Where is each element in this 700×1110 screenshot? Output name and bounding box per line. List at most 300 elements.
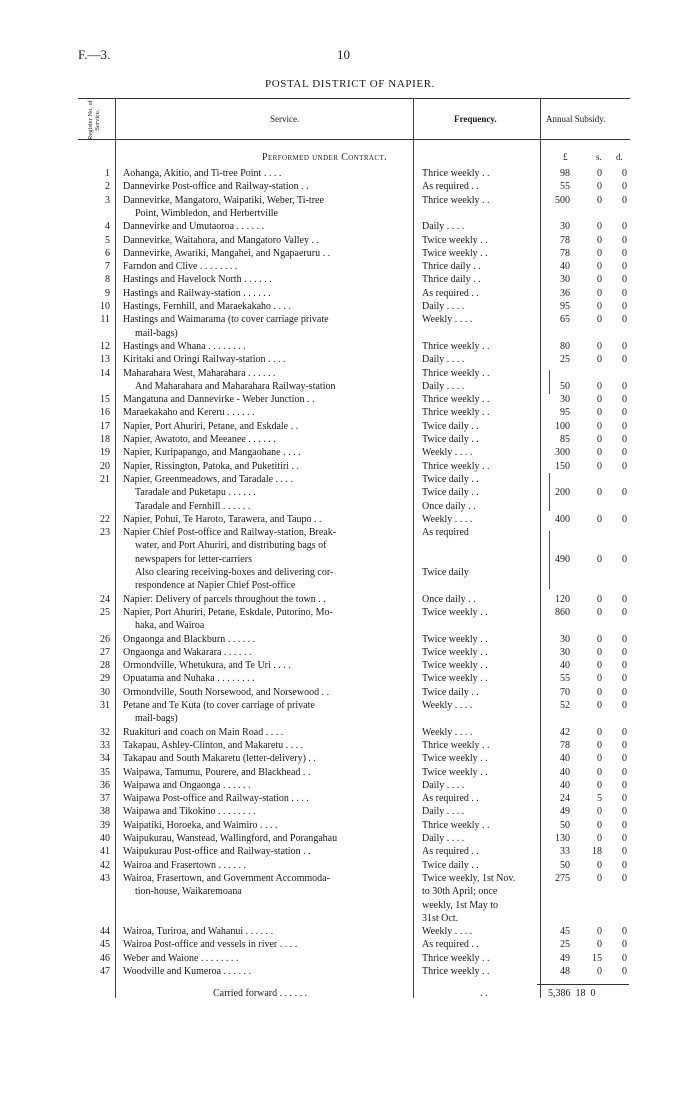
register-number: 8 [105,274,110,286]
column-header-frequency: Frequency. [454,114,497,124]
register-number: 19 [100,447,110,459]
shillings-cell: 0 [597,513,602,525]
register-number: 18 [100,434,110,445]
pence-cell: 0 [622,221,627,233]
service-description: Wairoa, Frasertown, and Government Accommoda- [123,872,330,884]
service-description: Weber and Waione . . . . . . . . [123,952,239,964]
service-description: Ongaonga and Wakarara . . . . . . [123,646,252,658]
register-number: 45 [100,939,110,951]
table-row [0,207,700,221]
table-row [0,486,700,500]
pounds-cell: 40 [560,660,570,672]
pence-cell: 0 [622,806,627,818]
service-description: water, and Port Ahuriri, and distributing bags of [135,540,327,552]
shillings-cell: 0 [597,633,602,645]
pence-cell: 0 [622,181,627,193]
service-description: Taradale and Puketapu . . . . . . [135,487,256,499]
service-description: Napier, Rissington, Patoka, and Puketitiri . . [123,460,299,472]
pence-cell: 0 [622,234,627,246]
frequency-cell: Twice daily . . [422,420,479,432]
service-description: Waipukurau Post-office and Railway-station . . [123,846,311,858]
frequency-cell: Thrice daily . . [422,274,481,286]
pounds-cell: 490 [555,553,570,565]
pence-cell: 0 [622,553,627,565]
table-row [0,180,700,194]
service-description: Hastings and Waimarama (to cover carriage private [123,314,329,326]
register-number: 7 [105,261,110,273]
table-row [0,805,700,819]
frequency-cell: Once daily . . [422,500,476,512]
pounds-header: £ [563,152,568,162]
shillings-cell: 0 [597,726,602,738]
frequency-cell: Daily . . . . [422,380,465,392]
pounds-cell: 30 [560,633,570,645]
frequency-cell: As required . . [422,846,479,858]
pence-cell: 0 [622,434,627,445]
table-row [0,194,700,208]
service-description: Waipawa Post-office and Railway-station . . . . [123,793,309,805]
pounds-cell: 130 [555,833,570,844]
register-number: 11 [100,314,110,326]
frequency-cell: Twice weekly . . [422,247,488,259]
pence-cell: 0 [622,952,627,964]
frequency-cell: Twice daily . . [422,686,479,698]
frequency-cell: Weekly . . . . [422,513,473,525]
pence-cell: 0 [622,487,627,499]
register-number: 31 [100,700,110,711]
pence-cell: 0 [622,593,627,605]
frequency-cell: As required . . [422,793,479,805]
frequency-cell: Thrice weekly . . [422,739,490,751]
service-description: Hastings, Fernhill, and Maraekakaho . . . . [123,301,292,312]
table-row [0,220,700,234]
table-row [0,460,700,474]
shillings-cell: 0 [597,301,602,312]
service-description: Wairoa Post-office and vessels in river . . . . [123,939,298,951]
pounds-cell: 30 [560,221,570,233]
pence-cell: 0 [622,939,627,951]
pence-cell: 0 [622,287,627,299]
shillings-cell: 0 [597,673,602,685]
service-description: haka, and Wairoa [135,620,205,632]
pence-cell: 0 [622,513,627,525]
table-row [0,380,700,394]
shillings-cell: 0 [597,380,602,392]
table-row [0,859,700,873]
shillings-cell: 0 [597,247,602,259]
register-number: 14 [100,367,110,379]
service-description: Dannevirke and Umutaoroa . . . . . . [123,221,265,233]
frequency-cell: Thrice weekly . . [422,340,490,352]
service-description: Kiritaki and Oringi Railway-station . . . . [123,354,286,366]
table-row [0,420,700,434]
register-number: 34 [100,753,110,765]
register-number: 27 [100,646,110,658]
register-number: 5 [105,234,110,246]
register-number: 15 [100,394,110,406]
shillings-cell: 0 [597,447,602,459]
service-description: Dannevirke, Mangatoro, Waipatiki, Weber, Ti-tree [123,194,324,206]
frequency-cell: Twice weekly . . [422,766,488,778]
page-number: 10 [337,47,350,62]
register-number: 4 [105,221,110,233]
register-number: 30 [100,686,110,698]
register-number: 3 [105,194,110,206]
service-description: Maraekakaho and Kereru . . . . . . [123,407,255,419]
pounds-cell: 200 [555,487,570,499]
shillings-cell: 0 [597,806,602,818]
register-number: 10 [100,301,110,312]
register-number: 33 [100,739,110,751]
frequency-cell: Twice daily . . [422,487,479,499]
register-number: 16 [100,407,110,419]
frequency-cell: Daily . . . . [422,779,465,791]
shillings-cell: 0 [597,354,602,366]
shillings-cell: 0 [597,819,602,831]
shillings-cell: 0 [597,420,602,432]
service-description: Ormondville, South Norsewood, and Norsewood . . [123,686,330,698]
frequency-cell: As required [422,527,469,539]
service-description: Taradale and Fernhill . . . . . . [135,500,251,512]
register-number: 43 [100,872,110,884]
service-description: Farndon and Clive . . . . . . . . [123,261,238,273]
pounds-cell: 50 [560,380,570,392]
frequency-cell: Thrice weekly . . [422,460,490,472]
register-number: 13 [100,354,110,366]
table-row [0,526,700,540]
table-row [0,779,700,793]
table-row [0,593,700,607]
pence-cell: 0 [622,354,627,366]
table-row [0,686,700,700]
pounds-cell: 36 [560,287,570,299]
pence-cell: 0 [622,966,627,977]
pounds-cell: 25 [560,939,570,951]
table-row [0,646,700,660]
shillings-cell: 0 [597,221,602,233]
pounds-cell: 95 [560,301,570,312]
service-description: Maharahara West, Maharahara . . . . . . [123,367,276,379]
service-description: Hastings and Whana . . . . . . . . [123,340,246,352]
shillings-cell: 0 [597,660,602,672]
register-number: 12 [100,340,110,352]
register-number: 46 [100,952,110,964]
service-description: Hastings and Havelock North . . . . . . [123,274,272,286]
service-description: Dannevirke Post-office and Railway-station . . [123,181,309,193]
frequency-cell: Weekly . . . . [422,447,473,459]
table-row [0,367,700,381]
shillings-cell: 0 [597,872,602,884]
service-description: Mangatuna and Dannevirke - Weber Junction . . [123,394,315,406]
pounds-cell: 400 [555,513,570,525]
page-reference: F.—3. [78,47,111,62]
shillings-cell: 15 [592,952,602,964]
table-row [0,845,700,859]
pounds-cell: 30 [560,274,570,286]
shillings-cell: 0 [597,168,602,179]
table-row [0,699,700,713]
table-row [0,672,700,686]
table-row [0,260,700,274]
table-row [0,819,700,833]
service-description: Opuatama and Nuhaka . . . . . . . . [123,673,255,685]
pence-cell: 0 [622,700,627,711]
frequency-cell: weekly, 1st May to [422,899,499,911]
service-description: Takapau, Ashley-Clinton, and Makaretu . . . . [123,739,304,751]
service-description: Waipawa and Tikokino . . . . . . . . [123,806,256,818]
shillings-cell: 0 [597,739,602,751]
pence-header: d. [616,152,623,162]
frequency-cell: Twice weekly . . [422,646,488,658]
table-row [0,899,700,913]
service-description: Napier, Port Ahuriri, Petane, Eskdale, Putorino, Mo- [123,606,333,618]
service-description: mail-bags) [135,713,178,725]
pence-cell: 0 [622,274,627,286]
service-description: Aohanga, Akitio, and Ti-tree Point . . . . [123,168,282,179]
pounds-cell: 40 [560,261,570,273]
shillings-cell: 0 [597,460,602,472]
service-description: Woodville and Kumeroa . . . . . . [123,966,252,977]
table-row [0,393,700,407]
shillings-cell: 0 [597,753,602,765]
frequency-cell: to 30th April; once [422,886,498,898]
register-number: 38 [100,806,110,818]
table-row [0,300,700,314]
table-row [0,553,700,567]
shillings-cell: 0 [597,779,602,791]
service-description: Napier, Pohui, Te Haroto, Tarawera, and Taupo . . [123,513,322,525]
service-description: Point, Wimbledon, and Herbertville [135,207,278,219]
pence-cell: 0 [622,872,627,884]
table-row [0,473,700,487]
shillings-cell: 0 [597,926,602,938]
service-description: mail-bags) [135,327,178,339]
shillings-cell: 0 [597,833,602,844]
pence-cell: 0 [622,673,627,685]
shillings-cell: 0 [597,261,602,273]
shillings-cell: 0 [597,407,602,419]
frequency-cell: Twice daily . . [422,473,479,485]
service-description: respondence at Napier Chief Post-office [135,580,296,592]
shillings-cell: 18 [592,846,602,858]
shillings-cell: 0 [597,686,602,698]
pounds-cell: 50 [560,859,570,871]
table-row [0,606,700,620]
pence-cell: 0 [622,314,627,326]
shillings-cell: 0 [597,340,602,352]
frequency-cell: Twice daily . . [422,434,479,445]
shillings-cell: 0 [597,314,602,326]
register-number: 26 [100,633,110,645]
page-title: POSTAL DISTRICT OF NAPIER. [265,78,435,90]
frequency-cell: Weekly . . . . [422,314,473,326]
service-description: Wairoa, Turiroa, and Wahanui . . . . . . [123,926,274,938]
register-number: 41 [100,846,110,858]
frequency-cell: Twice weekly . . [422,673,488,685]
pence-cell: 0 [622,846,627,858]
frequency-cell: Once daily . . [422,593,476,605]
pence-cell: 0 [622,261,627,273]
bracket [549,370,550,394]
frequency-cell: Weekly . . . . [422,726,473,738]
table-row [0,752,700,766]
service-description: Waipawa, Tamumu, Pourere, and Blackhead . . [123,766,311,778]
column-header-service: Service. [270,114,300,124]
table-row [0,167,700,181]
register-number: 42 [100,859,110,871]
register-number: 25 [100,606,110,618]
pence-cell: 0 [622,726,627,738]
pence-cell: 0 [622,833,627,844]
register-number: 28 [100,660,110,672]
pounds-cell: 30 [560,646,570,658]
table-row [0,446,700,460]
pounds-cell: 40 [560,766,570,778]
pence-cell: 0 [622,859,627,871]
pence-cell: 0 [622,633,627,645]
table-row [0,872,700,886]
shillings-cell: 0 [597,859,602,871]
bracket [549,473,550,511]
frequency-cell: Weekly . . . . [422,700,473,711]
pence-cell: 0 [622,420,627,432]
table-row [0,792,700,806]
service-description: Takapau and South Makaretu (letter-delivery) . . [123,753,316,765]
frequency-cell: 31st Oct. [422,912,459,924]
table-row [0,633,700,647]
total-rule [537,984,629,985]
frequency-cell: Weekly . . . . [422,926,473,938]
table-row [0,500,700,514]
pence-cell: 0 [622,394,627,406]
pence-cell: 0 [622,340,627,352]
frequency-cell: Twice weekly . . [422,234,488,246]
service-description: tion-house, Waikaremoana [135,886,242,898]
service-description: And Maharahara and Maharahara Railway-station [135,380,336,392]
table-row [0,726,700,740]
table-row [0,925,700,939]
pounds-cell: 45 [560,926,570,938]
column-header-subsidy: Annual Subsidy. [546,114,606,124]
pounds-cell: 40 [560,753,570,765]
pence-cell: 0 [622,194,627,206]
pounds-cell: 25 [560,354,570,366]
service-description: newspapers for letter-carriers [135,553,252,565]
shillings-cell: 0 [597,646,602,658]
pounds-cell: 860 [555,606,570,618]
table-row [0,406,700,420]
carried-forward-dots: . . [480,988,488,999]
table-row [0,287,700,301]
table-header [78,98,630,140]
register-number: 37 [100,793,110,805]
carried-forward-label: Carried forward . . . . . . [213,988,308,999]
pence-cell: 0 [622,926,627,938]
pounds-cell: 65 [560,314,570,326]
table-row [0,433,700,447]
service-description: Hastings and Railway-station . . . . . . [123,287,271,299]
frequency-cell: Twice daily . . [422,859,479,871]
pounds-cell: 24 [560,793,570,805]
service-description: Napier Chief Post-office and Railway-station, Break- [123,527,337,539]
service-description: Waipawa and Ongaonga . . . . . . [123,779,251,791]
shillings-cell: 0 [597,606,602,618]
pounds-cell: 78 [560,234,570,246]
service-description: Ongaonga and Blackburn . . . . . . [123,633,256,645]
pounds-cell: 500 [555,194,570,206]
table-row [0,566,700,580]
shillings-cell: 0 [597,274,602,286]
pence-cell: 0 [622,460,627,472]
register-number: 20 [100,460,110,472]
shillings-cell: 0 [597,194,602,206]
service-description: Dannevirke, Waitahora, and Mangatoro Valley . . [123,234,319,246]
table-row [0,539,700,553]
pounds-cell: 55 [560,673,570,685]
table-row [0,247,700,261]
pounds-cell: 49 [560,806,570,818]
pounds-cell: 50 [560,819,570,831]
frequency-cell: Twice weekly . . [422,606,488,618]
pence-cell: 0 [622,753,627,765]
service-description: Napier, Greenmeadows, and Taradale . . . . [123,473,294,485]
service-description: Waipukurau, Wanstead, Wallingford, and Porangahau [123,833,338,844]
pence-cell: 0 [622,301,627,312]
frequency-cell: Thrice weekly . . [422,168,490,179]
table-row [0,579,700,593]
service-description: Napier, Kuripapango, and Mangaohane . . . . [123,447,301,459]
table-row [0,739,700,753]
shillings-header: s. [596,152,602,162]
shillings-cell: 0 [597,939,602,951]
register-number: 36 [100,779,110,791]
pounds-cell: 48 [560,966,570,977]
frequency-cell: Twice weekly . . [422,633,488,645]
carried-forward-total: 5,386 18 0 [548,988,596,999]
service-description: Napier, Awatoto, and Meeanee . . . . . . [123,434,276,445]
register-number: 40 [100,833,110,844]
service-description: Petane and Te Kuta (to cover carriage of private [123,700,315,711]
pounds-cell: 100 [555,420,570,432]
table-row [0,619,700,633]
pounds-cell: 40 [560,779,570,791]
frequency-cell: Daily . . . . [422,354,465,366]
frequency-cell: Thrice weekly . . [422,952,490,964]
pounds-cell: 85 [560,434,570,445]
shillings-cell: 0 [597,181,602,193]
table-row [0,912,700,926]
frequency-cell: As required . . [422,181,479,193]
service-description: Ormondville, Whetukura, and Te Uri . . . . [123,660,291,672]
table-row [0,766,700,780]
table-row [0,659,700,673]
shillings-cell: 0 [597,287,602,299]
shillings-cell: 0 [597,966,602,977]
table-row [0,313,700,327]
frequency-cell: Thrice daily . . [422,261,481,273]
pence-cell: 0 [622,739,627,751]
frequency-cell: Twice weekly . . [422,753,488,765]
pence-cell: 0 [622,606,627,618]
register-number: 1 [105,168,110,179]
table-row [0,234,700,248]
frequency-cell: Daily . . . . [422,301,465,312]
table-row [0,273,700,287]
shillings-cell: 0 [597,394,602,406]
register-number: 44 [100,926,110,938]
shillings-cell: 0 [597,553,602,565]
pounds-cell: 70 [560,686,570,698]
